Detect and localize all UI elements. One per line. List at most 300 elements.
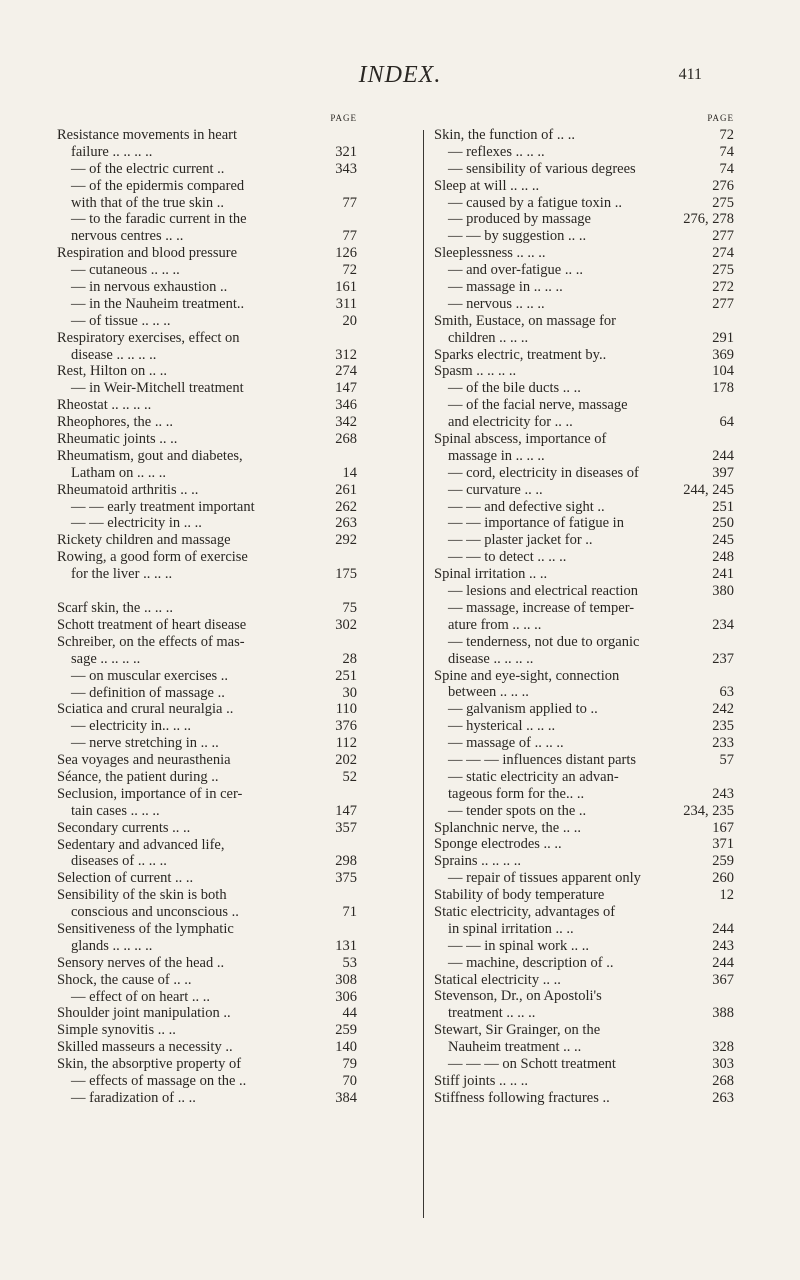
index-entry [57, 921, 357, 938]
entry-page-number: 380 [712, 583, 734, 600]
entry-page-number: 237 [712, 650, 734, 667]
index-entry [57, 465, 357, 482]
index-entry [57, 397, 357, 414]
index-entry [434, 955, 734, 972]
entry-page-number: 74 [719, 143, 734, 160]
index-entry [57, 904, 357, 921]
entry-text: Selection of current .. .. [57, 870, 194, 887]
index-entry [434, 904, 734, 921]
index-entry [434, 988, 734, 1005]
index-entry [434, 1022, 734, 1039]
index-entry [57, 515, 357, 532]
entry-page-number: 251 [712, 498, 734, 515]
entry-page-number: 302 [335, 616, 357, 633]
index-entry [434, 803, 734, 820]
entry-page-number: 64 [719, 414, 734, 431]
index-entry [434, 448, 734, 465]
entry-text: nervous centres .. .. [71, 228, 184, 245]
index-entry [434, 161, 734, 178]
entry-text: — nerve stretching in .. .. [71, 735, 219, 752]
entry-text: — produced by massage [448, 211, 591, 228]
index-entry [434, 769, 734, 786]
entry-page-number: 234, 235 [683, 802, 734, 819]
entry-text: Shock, the cause of .. .. [57, 971, 192, 988]
entry-text: — electricity in.. .. .. [71, 718, 191, 735]
entry-page-number: 248 [712, 549, 734, 566]
entry-page-number: 259 [712, 853, 734, 870]
entry-page-number: 245 [712, 532, 734, 549]
entry-page-number: 384 [335, 1089, 357, 1106]
entry-page-number: 268 [712, 1072, 734, 1089]
entry-text: Spine and eye-sight, connection [434, 667, 620, 684]
index-entry [57, 549, 357, 566]
entry-page-number: 147 [335, 380, 357, 397]
entry-text: Splanchnic nerve, the .. .. [434, 819, 581, 836]
entry-text: diseases of .. .. .. [71, 853, 167, 870]
page-column-label: PAGE [330, 113, 357, 123]
index-entry [434, 499, 734, 516]
index-entry [57, 1090, 357, 1107]
index-entry [57, 668, 357, 685]
index-entry [434, 617, 734, 634]
entry-page-number: 262 [335, 498, 357, 515]
index-entry [434, 515, 734, 532]
entry-text: massage in .. .. .. [448, 447, 545, 464]
entry-text: with that of the true skin .. [71, 194, 225, 211]
index-entry [434, 870, 734, 887]
index-entry [434, 397, 734, 414]
entry-page-number: 259 [335, 1022, 357, 1039]
index-entry [434, 363, 734, 380]
index-entry [57, 532, 357, 549]
index-entry [434, 836, 734, 853]
entry-page-number: 72 [719, 127, 734, 143]
index-column-left [57, 110, 357, 1107]
entry-text: Sleeplessness .. .. .. [434, 245, 546, 262]
entry-text: tageous form for the.. .. [448, 785, 585, 802]
index-entry [434, 921, 734, 938]
index-entry [57, 296, 357, 313]
entry-page-number: 140 [335, 1039, 357, 1056]
entry-text: Stability of body temperature [434, 887, 605, 904]
index-entry [434, 127, 734, 144]
index-entry [57, 431, 357, 448]
index-entries-left [57, 127, 357, 1107]
entry-text: — cutaneous .. .. .. [71, 262, 180, 279]
entry-page-number: 263 [335, 515, 357, 532]
index-entry [434, 634, 734, 651]
entry-text: — effects of massage on the .. [71, 1072, 247, 1089]
entry-text: Séance, the patient during .. [57, 768, 219, 785]
page-title: INDEX. [358, 62, 442, 88]
entry-page-number: 251 [335, 667, 357, 684]
index-entry [57, 245, 357, 262]
entry-text: — static electricity an advan- [448, 768, 619, 785]
entry-text: — effect of on heart .. .. [71, 988, 211, 1005]
entry-page-number: 72 [342, 262, 357, 279]
entry-text: Rheostat .. .. .. .. [57, 397, 152, 414]
entry-page-number: 292 [335, 532, 357, 549]
entry-page-number: 376 [335, 718, 357, 735]
entry-text: Rickety children and massage [57, 532, 231, 549]
index-entry [57, 651, 357, 668]
entry-page-number: 57 [719, 751, 734, 768]
index-entries-right [434, 127, 734, 1107]
index-entry [434, 482, 734, 499]
index-entry [434, 786, 734, 803]
index-entry [57, 144, 357, 161]
entry-text: Schreiber, on the effects of mas- [57, 633, 245, 650]
entry-text: Spinal irritation .. .. [434, 566, 548, 583]
index-entry [434, 380, 734, 397]
entry-text: Simple synovitis .. .. [57, 1022, 176, 1039]
index-entry [57, 566, 357, 583]
index-entry [57, 127, 357, 144]
entry-text: Sensory nerves of the head .. [57, 954, 225, 971]
entry-page-number: 112 [335, 735, 357, 752]
entry-text: — — — influences distant parts [448, 751, 637, 768]
entry-page-number: 276 [712, 177, 734, 194]
entry-text: — repair of tissues apparent only [448, 870, 641, 887]
entry-text: Sprains .. .. .. .. [434, 853, 521, 870]
entry-page-number: 277 [712, 228, 734, 245]
index-entry [57, 853, 357, 870]
entry-text: — — by suggestion .. .. [448, 228, 587, 245]
index-entry [434, 752, 734, 769]
entry-page-number: 272 [712, 279, 734, 296]
entry-text: Rowing, a good form of exercise [57, 549, 248, 566]
index-entry [434, 431, 734, 448]
entry-text: — on muscular exercises .. [71, 667, 229, 684]
index-entry [434, 820, 734, 837]
entry-page-number: 77 [342, 228, 357, 245]
entry-page-number: 77 [342, 194, 357, 211]
index-entry [434, 735, 734, 752]
index-entry [434, 583, 734, 600]
entry-text: Skilled masseurs a necessity .. [57, 1039, 233, 1056]
entry-text: glands .. .. .. .. [71, 937, 153, 954]
entry-page-number: 397 [712, 464, 734, 481]
entry-text: Sensitiveness of the lymphatic [57, 920, 234, 937]
entry-text: Respiration and blood pressure [57, 245, 238, 262]
entry-text: — nervous .. .. .. [448, 295, 545, 312]
index-entry [57, 380, 357, 397]
entry-text: Sponge electrodes .. .. [434, 836, 562, 853]
entry-text: — caused by a fatigue toxin .. [448, 194, 622, 211]
entry-text: — massage, increase of temper- [448, 599, 635, 616]
entry-page-number: 346 [335, 397, 357, 414]
entry-text: Statical electricity .. .. [434, 971, 561, 988]
index-entry [57, 887, 357, 904]
entry-text: sage .. .. .. .. [71, 650, 141, 667]
entry-page-number: 71 [342, 904, 357, 921]
index-entry [57, 820, 357, 837]
entry-page-number: 275 [712, 262, 734, 279]
entry-text: — — and defective sight .. [448, 498, 605, 515]
entry-text: disease .. .. .. .. [71, 346, 157, 363]
index-entry [434, 549, 734, 566]
entry-page-number: 147 [335, 802, 357, 819]
entry-text: Rheumatoid arthritis .. .. [57, 481, 199, 498]
entry-page-number: 241 [712, 566, 734, 583]
entry-text: Sleep at will .. .. .. [434, 177, 540, 194]
entry-page-number: 44 [342, 1005, 357, 1022]
index-entry [57, 1056, 357, 1073]
entry-text: Nauheim treatment .. .. [448, 1039, 582, 1056]
entry-page-number: 328 [712, 1039, 734, 1056]
entry-page-number: 28 [342, 650, 357, 667]
entry-text: — lesions and electrical reaction [448, 583, 639, 600]
index-entry [434, 330, 734, 347]
index-entry [57, 752, 357, 769]
entry-page-number: 274 [335, 363, 357, 380]
entry-text: Spasm .. .. .. .. [434, 363, 517, 380]
entry-text: for the liver .. .. .. [71, 566, 173, 583]
entry-page-number: 79 [342, 1056, 357, 1073]
entry-page-number: 14 [342, 464, 357, 481]
index-entry [57, 837, 357, 854]
entry-text: Smith, Eustace, on massage for [434, 312, 617, 329]
entry-page-number: 260 [712, 870, 734, 887]
index-entry [57, 701, 357, 718]
column-divider [423, 130, 424, 1218]
index-entry [57, 161, 357, 178]
index-entry [434, 668, 734, 685]
entry-page-number: 167 [712, 819, 734, 836]
index-entry [57, 1039, 357, 1056]
entry-text: — sensibility of various degrees [448, 160, 636, 177]
entry-page-number: 104 [712, 363, 734, 380]
index-entry [434, 1090, 734, 1107]
index-entry [57, 786, 357, 803]
entry-page-number: 52 [342, 768, 357, 785]
entry-text: — to the faradic current in the [71, 211, 247, 228]
entry-text: conscious and unconscious .. [71, 904, 239, 921]
entry-text: Schott treatment of heart disease [57, 616, 247, 633]
index-entry [434, 1005, 734, 1022]
index-entry [434, 1056, 734, 1073]
entry-page-number: 178 [712, 380, 734, 397]
index-entry [57, 870, 357, 887]
index-entry [57, 195, 357, 212]
entry-text: — tender spots on the .. [448, 802, 587, 819]
entry-page-number: 312 [335, 346, 357, 363]
index-entry [57, 482, 357, 499]
index-entry [57, 1022, 357, 1039]
entry-text: — tenderness, not due to organic [448, 633, 640, 650]
entry-text: Seclusion, importance of in cer- [57, 785, 243, 802]
index-entry [57, 347, 357, 364]
entry-text: — — importance of fatigue in [448, 515, 624, 532]
index-entry [434, 279, 734, 296]
entry-text: Stiff joints .. .. .. [434, 1072, 528, 1089]
index-entry [57, 1005, 357, 1022]
entry-page-number: 126 [335, 245, 357, 262]
entry-page-number: 268 [335, 431, 357, 448]
entry-page-number: 75 [342, 600, 357, 617]
entry-text: Stewart, Sir Grainger, on the [434, 1022, 601, 1039]
entry-page-number: 63 [719, 684, 734, 701]
index-entry [57, 211, 357, 228]
entry-page-number: 244 [712, 954, 734, 971]
index-entry [434, 228, 734, 245]
entry-text: — in Weir-Mitchell treatment [71, 380, 244, 397]
entry-page-number: 244 [712, 920, 734, 937]
index-entry [434, 1039, 734, 1056]
entry-page-number: 308 [335, 971, 357, 988]
entry-text: — definition of massage .. [71, 684, 225, 701]
index-entry [57, 989, 357, 1006]
entry-text: between .. .. .. [448, 684, 529, 701]
entry-text: Sedentary and advanced life, [57, 836, 225, 853]
entry-page-number: 12 [719, 887, 734, 904]
entry-text: treatment .. .. .. [448, 1005, 536, 1022]
index-entry [434, 195, 734, 212]
entry-text: Secondary currents .. .. [57, 819, 191, 836]
index-entry [434, 853, 734, 870]
entry-text: Spinal abscess, importance of [434, 431, 607, 448]
index-entry [57, 938, 357, 955]
entry-page-number: 375 [335, 870, 357, 887]
entry-page-number: 261 [335, 481, 357, 498]
entry-page-number: 321 [335, 143, 357, 160]
entry-page-number: 263 [712, 1089, 734, 1106]
index-entry [434, 887, 734, 904]
entry-page-number: 53 [342, 954, 357, 971]
index-entry [434, 600, 734, 617]
entry-text: — — in spinal work .. .. [448, 937, 589, 954]
entry-text: Stevenson, Dr., on Apostoli's [434, 988, 602, 1005]
entry-text: — — — on Schott treatment [448, 1055, 616, 1072]
entry-text: Skin, the absorptive property of [57, 1056, 242, 1073]
index-entry [57, 685, 357, 702]
entry-text: Skin, the function of .. .. [434, 127, 575, 143]
entry-text: children .. .. .. [448, 329, 529, 346]
entry-page-number: 371 [712, 836, 734, 853]
index-entry [434, 144, 734, 161]
entry-page-number: 303 [712, 1055, 734, 1072]
entry-text: — reflexes .. .. .. [448, 143, 545, 160]
entry-text: — and over-fatigue .. .. [448, 262, 583, 279]
entry-page-number: 234 [712, 616, 734, 633]
entry-text: Sciatica and crural neuralgia .. [57, 701, 234, 718]
entry-text: Shoulder joint manipulation .. [57, 1005, 231, 1022]
entry-page-number: 357 [335, 819, 357, 836]
entry-text: — curvature .. .. [448, 481, 543, 498]
index-entry [434, 296, 734, 313]
entry-text: and electricity for .. .. [448, 414, 573, 431]
entry-text: tain cases .. .. .. [71, 802, 160, 819]
entry-page-number: 274 [712, 245, 734, 262]
entry-text: Rest, Hilton on .. .. [57, 363, 167, 380]
index-entry [57, 499, 357, 516]
index-entry [434, 566, 734, 583]
index-entry [57, 313, 357, 330]
entry-text: — of the epidermis compared [71, 177, 245, 194]
entry-text: Static electricity, advantages of [434, 903, 616, 920]
entry-page-number: 244, 245 [683, 481, 734, 498]
entry-page-number: 250 [712, 515, 734, 532]
entry-page-number: 235 [712, 718, 734, 735]
index-entry [57, 769, 357, 786]
index-entry [57, 718, 357, 735]
entry-text: Resistance movements in heart [57, 127, 237, 143]
index-entry [57, 262, 357, 279]
entry-page-number: 277 [712, 295, 734, 312]
index-entry [434, 313, 734, 330]
entry-text: — faradization of .. .. [71, 1089, 196, 1106]
entry-text: — of tissue .. .. .. [71, 312, 171, 329]
index-entry [57, 363, 357, 380]
entry-text: — of the bile ducts .. .. [448, 380, 581, 397]
entry-text: — hysterical .. .. .. [448, 718, 556, 735]
index-entry [57, 228, 357, 245]
entry-page-number: 30 [342, 684, 357, 701]
entry-page-number: 175 [335, 566, 357, 583]
entry-page-number: 202 [335, 752, 357, 769]
entry-page-number: 276, 278 [683, 211, 734, 228]
entry-text: — — plaster jacket for .. [448, 532, 593, 549]
entry-text: Rheumatism, gout and diabetes, [57, 447, 243, 464]
page-header [0, 62, 800, 92]
entry-page-number: 367 [712, 971, 734, 988]
entry-text: — cord, electricity in diseases of [448, 464, 639, 481]
entry-page-number: 161 [335, 279, 357, 296]
entry-text: — in the Nauheim treatment.. [71, 295, 245, 312]
entry-page-number: 275 [712, 194, 734, 211]
entry-page-number: 233 [712, 735, 734, 752]
entry-text: Latham on .. .. .. [71, 464, 167, 481]
page-column-label: PAGE [707, 113, 734, 123]
index-entry [434, 938, 734, 955]
index-entry [434, 972, 734, 989]
index-entry [434, 414, 734, 431]
entry-page-number: 110 [335, 701, 357, 718]
entry-text: Rheumatic joints .. .. [57, 431, 178, 448]
entry-text: — galvanism applied to .. [448, 701, 598, 718]
index-entry [57, 448, 357, 465]
entry-text: ature from .. .. .. [448, 616, 542, 633]
entry-text: Respiratory exercises, effect on [57, 329, 240, 346]
entry-page-number: 242 [712, 701, 734, 718]
index-entry [57, 330, 357, 347]
entry-text: — of the facial nerve, massage [448, 397, 628, 414]
index-entry [434, 1073, 734, 1090]
entry-page-number: 291 [712, 329, 734, 346]
entry-text: — — to detect .. .. .. [448, 549, 567, 566]
index-entry [434, 532, 734, 549]
entry-text: — massage of .. .. .. [448, 735, 564, 752]
entry-text: Stiffness following fractures .. [434, 1089, 610, 1106]
entry-text: Sparks electric, treatment by.. [434, 346, 607, 363]
entry-text: disease .. .. .. .. [448, 650, 534, 667]
index-entry [57, 972, 357, 989]
entry-page-number: 342 [335, 414, 357, 431]
index-entry [57, 279, 357, 296]
index-entry [434, 178, 734, 195]
index-entry [57, 617, 357, 634]
section-gap [57, 583, 357, 600]
entry-text: — massage in .. .. .. [448, 279, 563, 296]
index-entry [57, 178, 357, 195]
entry-page-number: 131 [335, 937, 357, 954]
index-entry [57, 600, 357, 617]
index-entry [57, 414, 357, 431]
entry-text: — machine, description of .. [448, 954, 614, 971]
index-entry [57, 634, 357, 651]
index-entry [434, 651, 734, 668]
entry-text: Scarf skin, the .. .. .. [57, 600, 173, 617]
